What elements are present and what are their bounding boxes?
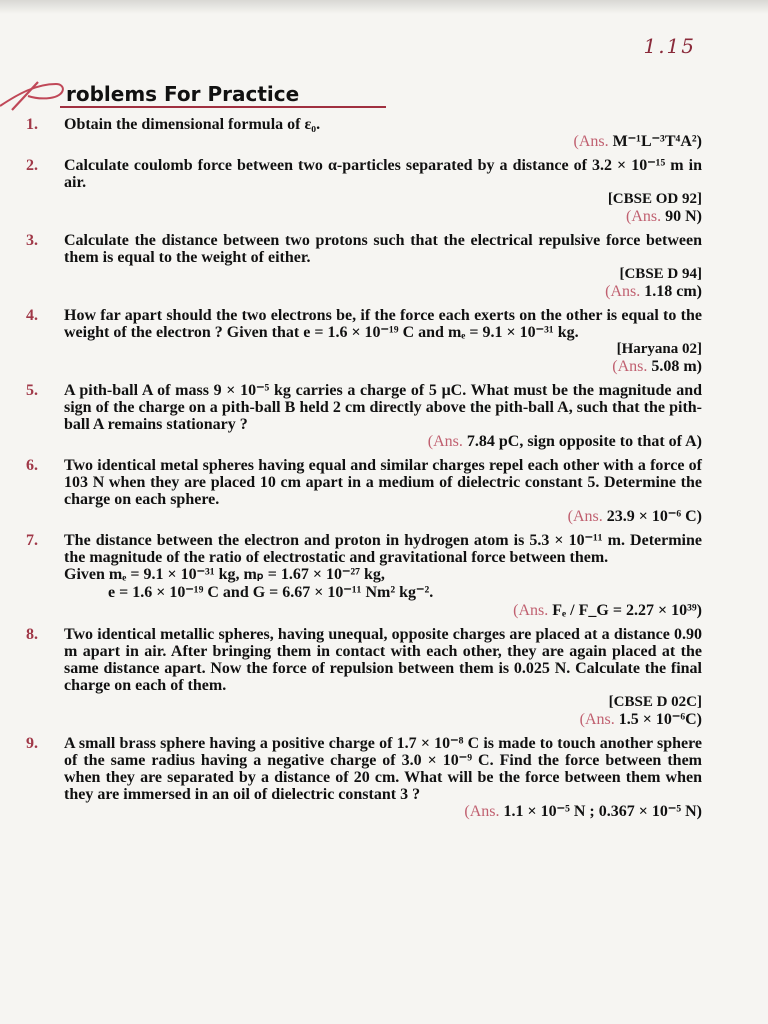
problem-text: Two identical metallic spheres, having unequal, opposite charges are placed at a distance 0.90 m apart in air. After bringing them in contact with each other, they are again placed at the same distance apart. Now the force of repulsion between them is 0.025 N. Calculate the final charge on each of them.	[64, 626, 702, 694]
problem-2	[22, 157, 702, 226]
answer-value: M⁻¹L⁻³T⁴A²)	[612, 133, 702, 150]
problem-number: 3.	[26, 232, 38, 249]
problem-text: The distance between the electron and proton in hydrogen atom is 5.3 × 10⁻¹¹ m. Determine the magnitude of the ratio of electrostatic and gravitational force between them.	[64, 532, 702, 566]
exam-reference: [CBSE D 94]	[619, 266, 702, 282]
answer-label: (Ans.	[513, 602, 549, 619]
top-shadow	[0, 0, 768, 14]
problem-9	[22, 735, 702, 821]
answer-value: 90 N)	[665, 208, 702, 225]
answer-value: 23.9 × 10⁻⁶ C)	[606, 508, 702, 525]
problem-number: 1.	[26, 116, 38, 133]
problem-number: 6.	[26, 457, 38, 474]
answer	[64, 602, 702, 620]
exam-reference: [CBSE OD 92]	[607, 191, 702, 207]
problem-number: 9.	[26, 735, 38, 752]
exam-reference: [CBSE D 02C]	[608, 694, 702, 710]
answer-value: 1.18 cm)	[644, 283, 702, 300]
answer-label: (Ans.	[626, 208, 662, 225]
answer-label: (Ans.	[605, 283, 641, 300]
problem-number: 4.	[26, 307, 38, 324]
problem-list	[22, 116, 702, 821]
answer	[64, 208, 702, 226]
problem-text: Two identical metal spheres having equal and similar charges repel each other with a force of 103 N when they are placed 10 cm apart in a medium of dielectric constant 5. Determine the charge on each sphere.	[64, 457, 702, 508]
answer-value: Fₑ / F_G = 2.27 × 10³⁹)	[552, 602, 702, 619]
problem-text: A small brass sphere having a positive charge of 1.7 × 10⁻⁸ C is made to touch another sphere of the same radius having a negative charge of 3.0 × 10⁻⁹ C. Find the force between them when they are separated by a distance of 20 cm. What will be the force between them when they are immersed in an oil of dielectric constant 3 ?	[64, 735, 702, 803]
answer-label: (Ans.	[579, 711, 615, 728]
answer-label: (Ans.	[464, 803, 500, 820]
answer	[64, 133, 702, 151]
problem-7	[22, 532, 702, 620]
answer	[64, 711, 702, 729]
answer-label: (Ans.	[427, 433, 463, 450]
exam-reference: [Haryana 02]	[616, 341, 702, 357]
page-number: 1.15	[643, 34, 696, 58]
heading-underline	[60, 106, 386, 108]
answer-value: 1.5 × 10⁻⁶C)	[618, 711, 702, 728]
section-heading-text: roblems For Practice	[66, 82, 300, 106]
problem-4	[22, 307, 702, 376]
problem-text: Calculate coulomb force between two α-particles separated by a distance of 3.2 × 10⁻¹⁵ m in air.	[64, 157, 702, 191]
answer-label: (Ans.	[612, 358, 648, 375]
problem-text: How far apart should the two electrons be, if the force each exerts on the other is equal to the weight of the electron ? Given that e = 1.6 × 10⁻¹⁹ C and mₑ = 9.1 × 10⁻³¹ kg.	[64, 307, 702, 341]
problem-text: Obtain the dimensional formula of ε₀.	[64, 116, 321, 133]
problem-number: 7.	[26, 532, 38, 549]
answer-label: (Ans.	[573, 133, 609, 150]
given-values-line-1: Given mₑ = 9.1 × 10⁻³¹ kg, mₚ = 1.67 × 10⁻²⁷ kg,	[64, 566, 385, 583]
heading-letter-p-icon	[0, 76, 68, 112]
problem-number: 5.	[26, 382, 38, 399]
answer	[64, 358, 702, 376]
answer-value: 7.84 pC, sign opposite to that of A)	[466, 433, 702, 450]
answer	[64, 283, 702, 301]
section-heading	[0, 76, 400, 112]
answer	[64, 508, 702, 526]
problem-text: Calculate the distance between two protons such that the electrical repulsive force between them is equal to the weight of either.	[64, 232, 702, 266]
given-values-line-2: e = 1.6 × 10⁻¹⁹ C and G = 6.67 × 10⁻¹¹ Nm² kg⁻².	[108, 584, 434, 601]
problem-5	[22, 382, 702, 451]
problem-3	[22, 232, 702, 301]
answer-value: 1.1 × 10⁻⁵ N ; 0.367 × 10⁻⁵ N)	[503, 803, 702, 820]
problem-8	[22, 626, 702, 729]
problem-6	[22, 457, 702, 526]
answer-label: (Ans.	[567, 508, 603, 525]
answer	[64, 803, 702, 821]
answer-value: 5.08 m)	[651, 358, 702, 375]
problem-number: 2.	[26, 157, 38, 174]
problem-number: 8.	[26, 626, 38, 643]
problem-text: A pith-ball A of mass 9 × 10⁻⁵ kg carries a charge of 5 μC. What must be the magnitude and sign of the charge on a pith-ball B held 2 cm directly above the pith-ball A, such that the pith-ball A remains stationary ?	[64, 382, 702, 433]
answer	[64, 433, 702, 451]
problem-1	[22, 116, 702, 151]
